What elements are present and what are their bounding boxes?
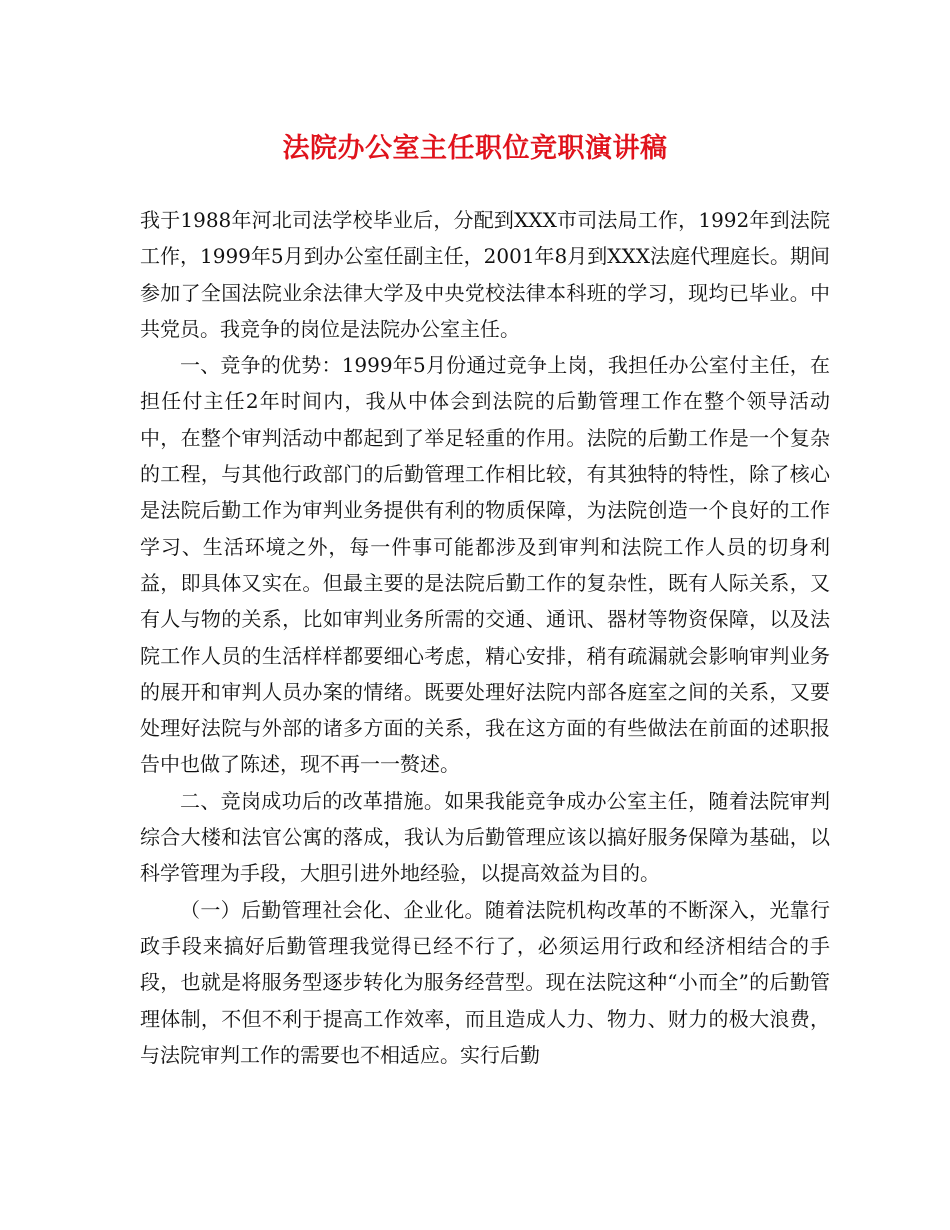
paragraph-socialization: （一）后勤管理社会化、企业化。随着法院机构改革的不断深入，光靠行政手段来搞好后勤管理我觉得已经不行了，必须运用行政和经济相结合的手段，也就是将服务型逐步转化为服务经营型。现在法院这种“小而全”的后勤管理体制，不但不利于提高工作效率，而且造成人力、物力、财力的极大浪费，与法院审判工作的需要也不相适应。实行后勤 [140, 897, 830, 1067]
document-title: 法院办公室主任职位竞职演讲稿 [282, 133, 668, 164]
paragraph-reform-measures: 二、竞岗成功后的改革措施。如果我能竞争成办公室主任，随着法院审判综合大楼和法官公寓的落成，我认为后勤管理应该以搞好服务保障为基础，以科学管理为手段，大胆引进外地经验，以提高效益为目的。 [140, 788, 830, 886]
paragraph-intro: 我于1988年河北司法学校毕业后，分配到XXX市司法局工作，1992年到法院工作，1999年5月到办公室任副主任，2001年8月到XXX法庭代理庭长。期间参加了全国法院业余法律大学及中央党校法律本科班的学习，现均已毕业。中共党员。我竞争的岗位是法院办公室主任。 [140, 208, 830, 341]
document-body [140, 202, 830, 1073]
paragraph-advantages: 一、竞争的优势：1999年5月份通过竞争上岗，我担任办公室付主任，在担任付主任2年时间内，我从中体会到法院的后勤管理工作在整个领导活动中，在整个审判活动中都起到了举足轻重的作用。法院的后勤工作是一个复杂的工程，与其他行政部门的后勤管理工作相比较，有其独特的特性，除了核心是法院后勤工作为审判业务提供有利的物质保障，为法院创造一个良好的工作学习、生活环境之外，每一件事可能都涉及到审判和法院工作人员的切身利益，即具体又实在。但最主要的是法院后勤工作的复杂性，既有人际关系，又有人与物的关系，比如审判业务所需的交通、通讯、器材等物资保障，以及法院工作人员的生活样样都要细心考虑，精心安排，稍有疏漏就会影响审判业务的展开和审判人员办案的情绪。既要处理好法院内部各庭室之间的关系，又要处理好法院与外部的诸多方面的关系，我在这方面的有些做法在前面的述职报告中也做了陈述，现不再一一赘述。 [140, 353, 830, 777]
